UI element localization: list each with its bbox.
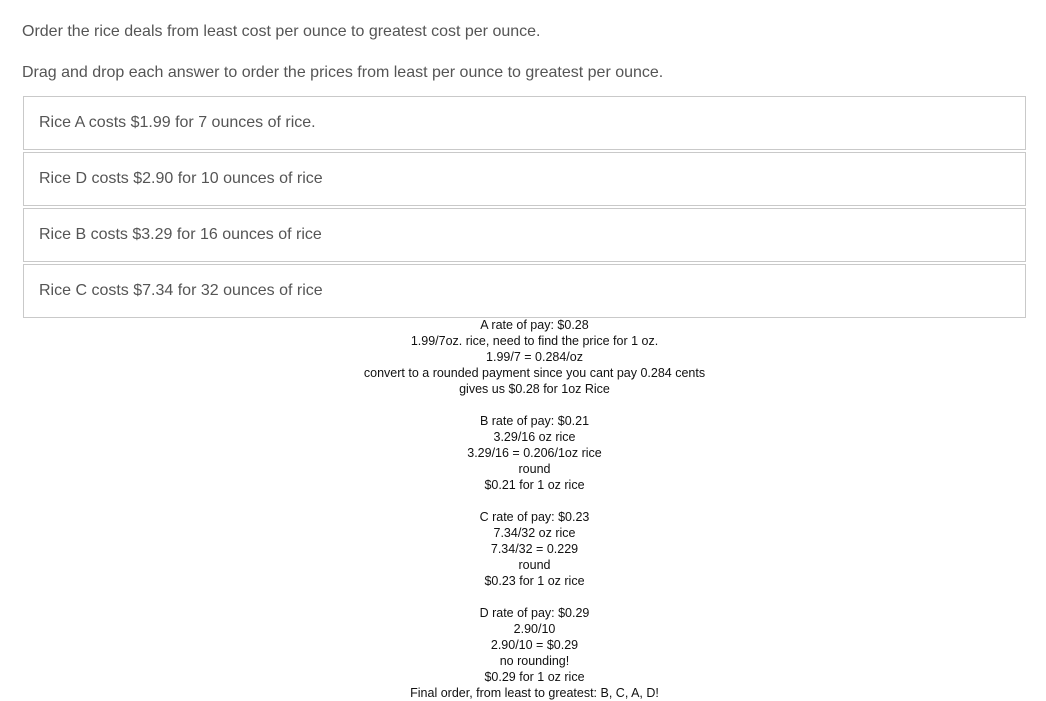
question-prompt: Order the rice deals from least cost per ounce to greatest cost per ounce.: [22, 23, 541, 40]
work-a-line: A rate of pay: $0.28: [480, 318, 589, 332]
work-b-line: $0.21 for 1 oz rice: [484, 478, 585, 492]
worked-solution: [22, 317, 1046, 701]
work-spacer: [22, 493, 1046, 509]
work-d-line: 2.90/10: [513, 622, 556, 636]
work-c-line: 7.34/32 = 0.229: [490, 542, 579, 556]
work-spacer: [22, 589, 1046, 605]
work-d-line: 2.90/10 = $0.29: [490, 638, 579, 652]
answer-list: [23, 96, 1026, 320]
work-d-line: no rounding!: [499, 654, 570, 668]
work-c-line: 7.34/32 oz rice: [493, 526, 576, 540]
question-instruction: Drag and drop each answer to order the prices from least per ounce to greatest per ounce.: [22, 64, 664, 81]
work-a-line: 1.99/7oz. rice, need to find the price for 1 oz.: [410, 334, 659, 348]
answer-item-rice-c[interactable]: [23, 264, 1026, 318]
answer-label: Rice A costs $1.99 for 7 ounces of rice.: [39, 114, 316, 131]
work-a-line: gives us $0.28 for 1oz Rice: [459, 382, 610, 396]
work-b-line: round: [518, 462, 551, 476]
answer-label: Rice D costs $2.90 for 10 ounces of rice: [39, 170, 323, 187]
work-d-line: D rate of pay: $0.29: [479, 606, 590, 620]
work-d-line: $0.29 for 1 oz rice: [484, 670, 585, 684]
answer-item-rice-b[interactable]: [23, 208, 1026, 262]
answer-item-rice-d[interactable]: [23, 152, 1026, 206]
work-a-line: convert to a rounded payment since you cant pay 0.284 cents: [363, 366, 706, 380]
work-final-line: Final order, from least to greatest: B, C, A, D!: [410, 686, 659, 700]
answer-item-rice-a[interactable]: [23, 96, 1026, 150]
answer-label: Rice B costs $3.29 for 16 ounces of rice: [39, 226, 322, 243]
work-b-line: 3.29/16 = 0.206/1oz rice: [467, 446, 602, 460]
work-b-line: 3.29/16 oz rice: [493, 430, 576, 444]
work-c-line: C rate of pay: $0.23: [479, 510, 590, 524]
work-c-line: round: [518, 558, 551, 572]
question-header: [22, 22, 1022, 83]
work-b-line: B rate of pay: $0.21: [479, 414, 590, 428]
work-spacer: [22, 397, 1046, 413]
work-a-line: 1.99/7 = 0.284/oz: [486, 350, 583, 364]
answer-label: Rice C costs $7.34 for 32 ounces of rice: [39, 282, 323, 299]
work-c-line: $0.23 for 1 oz rice: [484, 574, 585, 588]
